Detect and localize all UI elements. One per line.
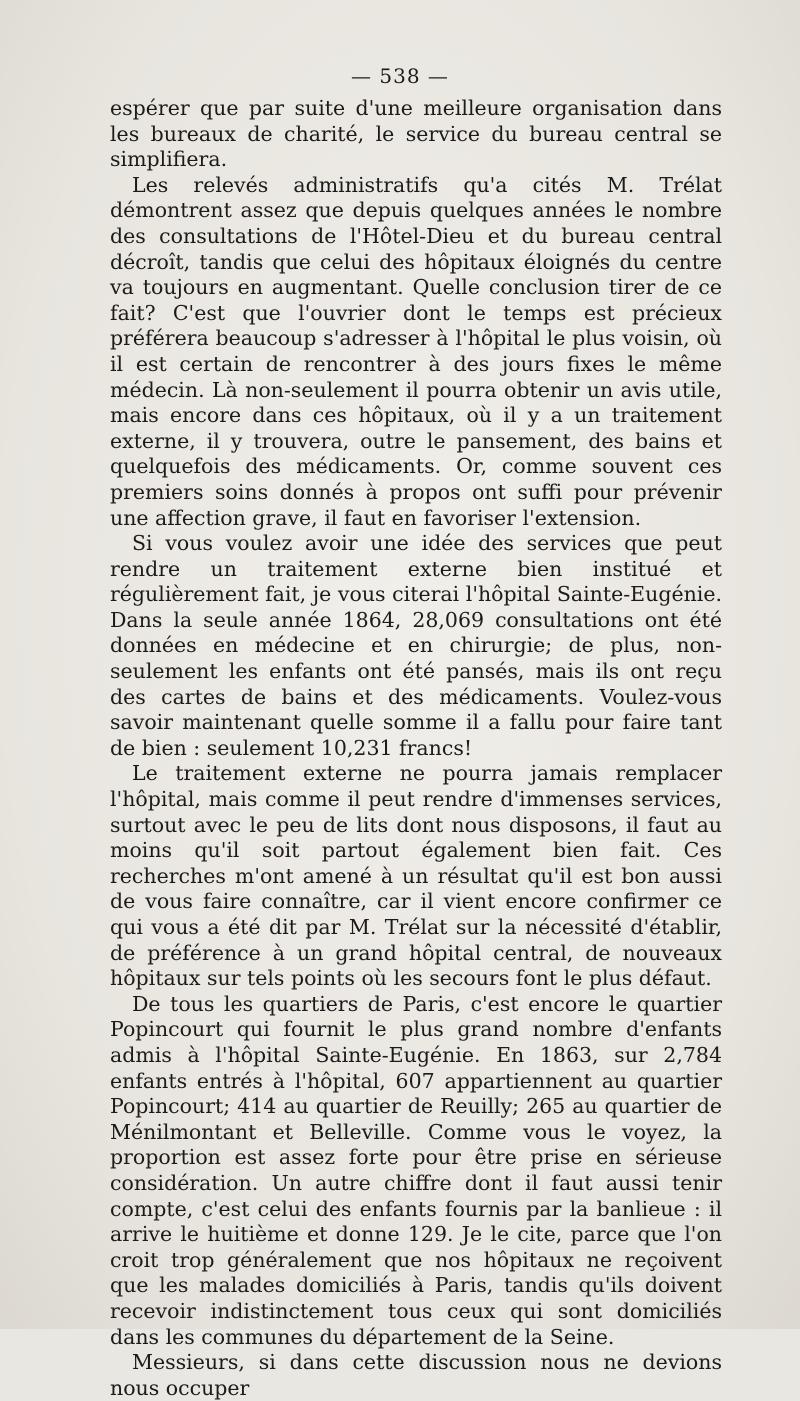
page-number: — 538 — xyxy=(351,64,449,88)
paragraph: Messieurs, si dans cette discussion nous ne devions nous occuper xyxy=(110,1350,722,1400)
paragraph: De tous les quartiers de Paris, c'est encore le quartier Popincourt qui fournit le plus grand nombre d'enfants admis à l'hôpital Sainte-Eugénie. En 1863, sur 2,784 enfants entrés à l'hôpital, 607 appartiennent au quartier Popincourt; 414 au quartier de Reuilly; 265 au quartier de Ménilmontant et Belleville. Comme vous le voyez, la proportion est assez forte pour être prise en sérieuse considération. Un autre chiffre dont il faut aussi tenir compte, c'est celui des enfants fournis par la banlieue : il arrive le huitième et donne 129. Je le cite, parce que l'on croit trop généralement que nos hôpitaux ne reçoivent que les malades domiciliés à Paris, tandis qu'ils doivent recevoir indistinctement tous ceux qui sont domiciliés dans les communes du département de la Seine. xyxy=(110,991,722,1349)
paragraph: Le traitement externe ne pourra jamais remplacer l'hôpital, mais comme il peut rendre d'immenses services, surtout avec le peu de lits dont nous disposons, il faut au moins qu'il soit partout également bien fait. Ces recherches m'ont amené à un résultat qu'il est bon aussi de vous faire connaître, car il vient encore confirmer ce qui vous a été dit par M. Trélat sur la nécessité d'établir, de préférence à un grand hôpital central, de nouveaux hôpitaux sur tels points où les secours font le plus défaut. xyxy=(110,761,722,991)
paragraph: Si vous voulez avoir une idée des services que peut rendre un traitement externe bien institué et régulièrement fait, je vous citerai l'hôpital Sainte-Eugénie. Dans la seule année 1864, 28,069 consultations ont été données en médecine et en chirurgie; de plus, non-seulement les enfants ont été pansés, mais ils ont reçu des cartes de bains et des médicaments. Voulez-vous savoir maintenant quelle somme il a fallu pour faire tant de bien : seulement 10,231 francs! xyxy=(110,531,722,760)
body-text xyxy=(110,96,722,1401)
paragraph: espérer que par suite d'une meilleure organisation dans les bureaux de charité, le service du bureau central se simplifiera. xyxy=(110,96,722,172)
paragraph: Les relevés administratifs qu'a cités M. Trélat démontrent assez que depuis quelques années le nombre des consultations de l'Hôtel-Dieu et du bureau central décroît, tandis que celui des hôpitaux éloignés du centre va toujours en augmentant. Quelle conclusion tirer de ce fait? C'est que l'ouvrier dont le temps est précieux préférera beaucoup s'adresser à l'hôpital le plus voisin, où il est certain de rencontrer à des jours fixes le même médecin. Là non-seulement il pourra obtenir un avis utile, mais encore dans ces hôpitaux, où il y a un traitement externe, il y trouvera, outre le pansement, des bains et quelquefois des médicaments. Or, comme souvent ces premiers soins donnés à propos ont suffi pour prévenir une affection grave, il faut en favoriser l'extension. xyxy=(110,172,722,530)
